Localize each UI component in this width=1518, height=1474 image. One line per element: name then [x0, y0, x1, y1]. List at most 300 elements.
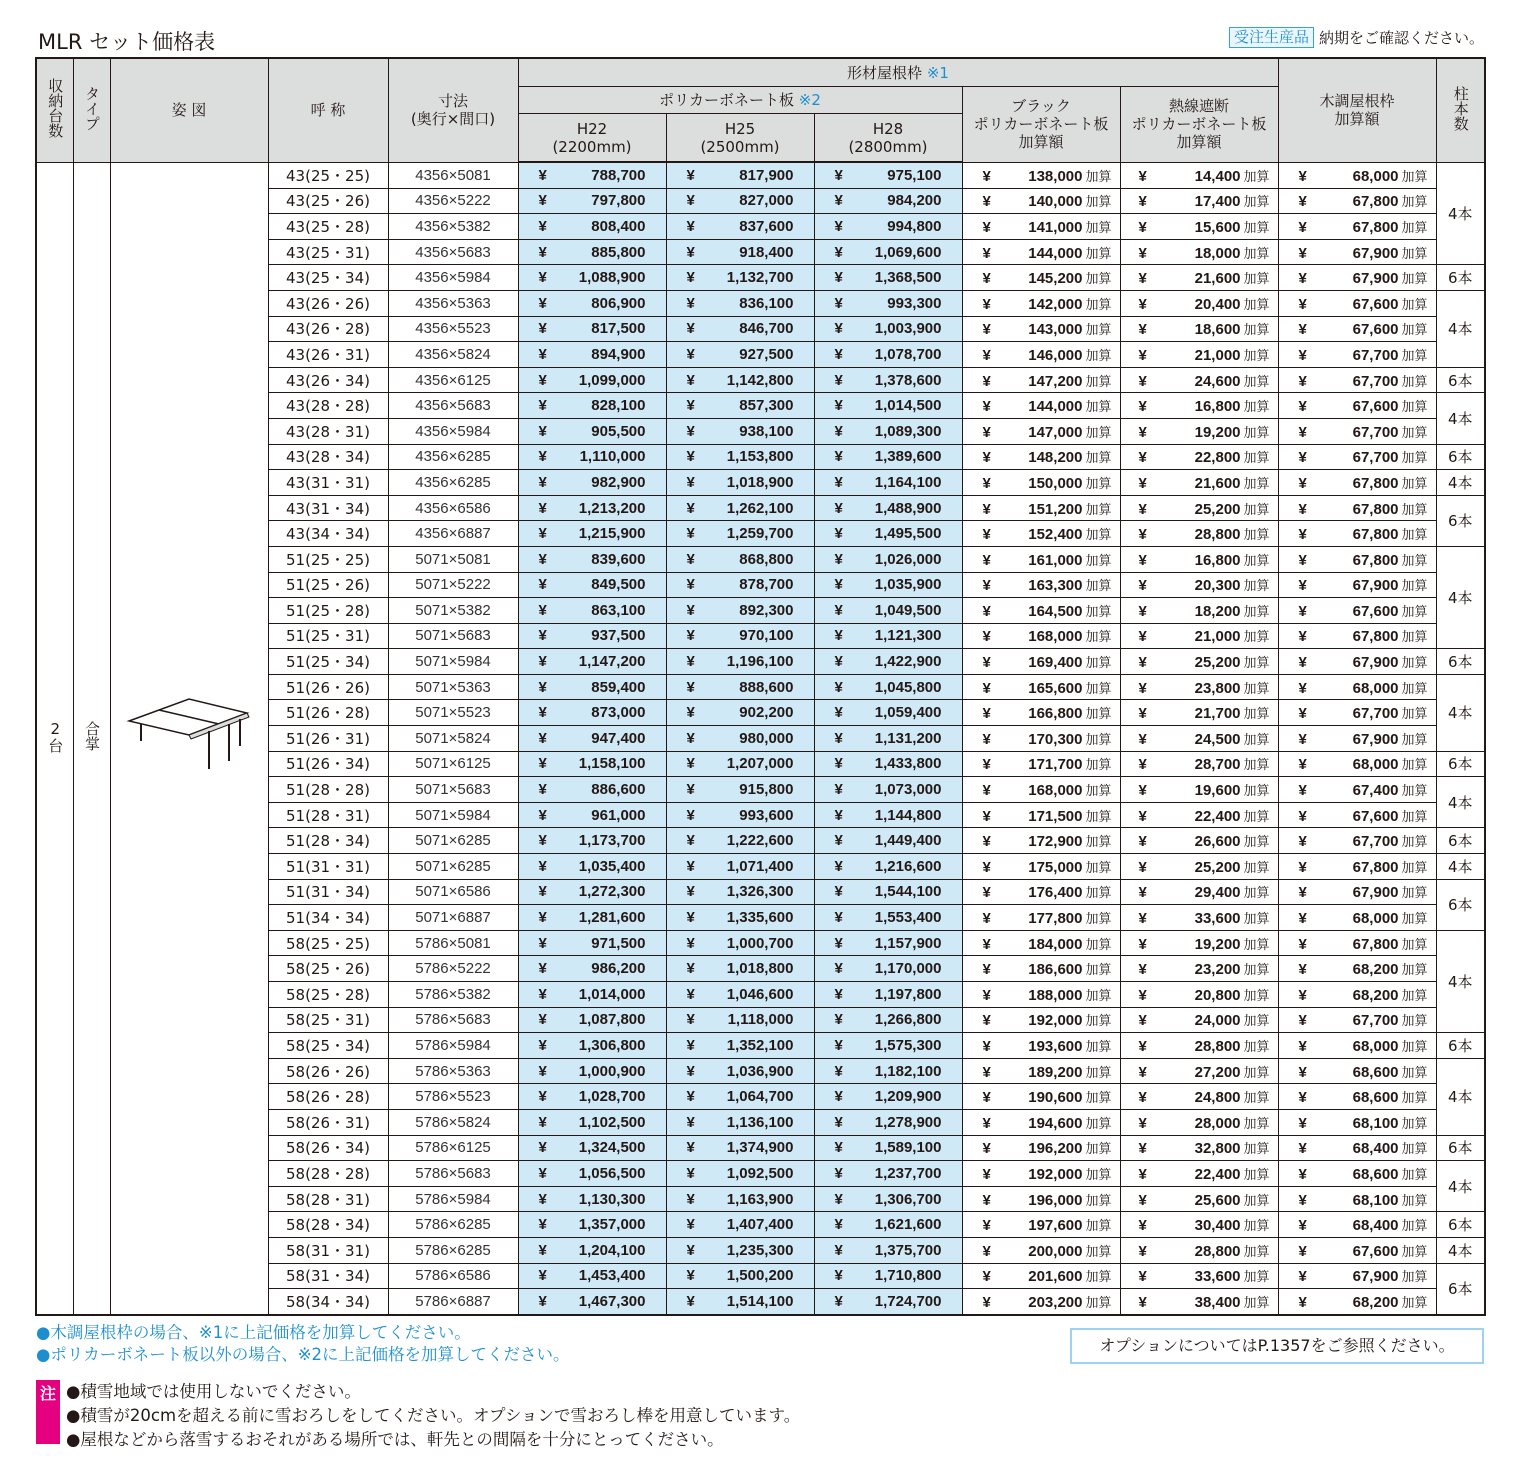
call-name-cell: 43(25・34): [268, 265, 388, 291]
price-value: 878,700: [739, 576, 794, 594]
price-value: 808,400: [591, 217, 646, 235]
yen-sign: ¥: [538, 371, 547, 389]
price-h25-cell: [666, 239, 814, 265]
yen-sign: ¥: [982, 244, 991, 262]
size-cell: 4356×6285: [388, 444, 518, 470]
addon-wood-cell: [1278, 188, 1436, 214]
price-value: 986,200: [591, 960, 646, 978]
addon-wood-cell: [1278, 879, 1436, 905]
size-cell: 5071×5824: [388, 726, 518, 752]
addon-value: 203,200: [1028, 1293, 1083, 1311]
price-h28-cell: [814, 1135, 962, 1161]
addon-heat-cell: [1120, 956, 1278, 982]
addon-wood-cell: [1278, 470, 1436, 496]
addon-value: 28,800: [1194, 1242, 1241, 1260]
size-cell: 5071×5984: [388, 802, 518, 828]
addon-suffix: 加算: [1243, 424, 1270, 440]
addon-suffix: 加算: [1085, 1038, 1112, 1054]
header-figure: 姿 図: [110, 58, 268, 162]
price-h28-cell: [814, 674, 962, 700]
addon-value: 68,200: [1352, 1293, 1399, 1311]
addon-heat-cell: [1120, 1237, 1278, 1263]
addon-suffix: 加算: [1085, 987, 1112, 1003]
yen-sign: ¥: [538, 1267, 547, 1285]
price-value: 863,100: [591, 601, 646, 619]
call-name-cell: 58(25・26): [268, 956, 388, 982]
footnote-1: ●木調屋根枠の場合、※1に上記価格を加算してください。: [36, 1323, 471, 1342]
yen-sign: ¥: [982, 1217, 991, 1235]
yen-sign: ¥: [982, 1293, 991, 1311]
addon-suffix: 加算: [1085, 296, 1112, 312]
yen-sign: ¥: [834, 1139, 843, 1157]
yen-sign: ¥: [686, 1241, 695, 1259]
yen-sign: ¥: [538, 166, 547, 184]
addon-suffix: 加算: [1085, 655, 1112, 671]
price-value: 937,500: [591, 627, 646, 645]
price-value: 1,724,700: [874, 1292, 942, 1310]
price-value: 1,272,300: [578, 883, 646, 901]
price-h28-cell: [814, 290, 962, 316]
price-value: 1,216,600: [874, 857, 942, 875]
addon-heat-cell: [1120, 1161, 1278, 1187]
yen-sign: ¥: [1138, 1293, 1147, 1311]
addon-suffix: 加算: [1401, 1013, 1428, 1029]
price-value: 1,131,200: [874, 729, 942, 747]
price-h22-cell: [518, 598, 666, 624]
price-value: 1,374,900: [726, 1139, 794, 1157]
yen-sign: ¥: [982, 910, 991, 928]
addon-heat-cell: [1120, 674, 1278, 700]
price-value: 859,400: [591, 678, 646, 696]
call-name-cell: 43(28・34): [268, 444, 388, 470]
size-cell: 5071×5523: [388, 700, 518, 726]
addon-wood-cell: [1278, 930, 1436, 956]
addon-suffix: 加算: [1243, 578, 1270, 594]
price-value: 1,073,000: [874, 781, 942, 799]
price-h22-cell: [518, 367, 666, 393]
addon-wood-cell: [1278, 393, 1436, 419]
size-cell: 4356×5984: [388, 265, 518, 291]
addon-suffix: 加算: [1401, 501, 1428, 517]
yen-sign: ¥: [1138, 321, 1147, 339]
price-value: 1,118,000: [727, 1011, 794, 1029]
addon-suffix: 加算: [1085, 1115, 1112, 1131]
post-count-cell: 6本: [1436, 649, 1485, 675]
post-count-cell: 4本: [1436, 290, 1485, 367]
addon-heat-cell: [1120, 418, 1278, 444]
yen-sign: ¥: [1298, 193, 1307, 211]
yen-sign: ¥: [1138, 602, 1147, 620]
addon-suffix: 加算: [1401, 834, 1428, 850]
addon-suffix: 加算: [1243, 680, 1270, 696]
post-count-cell: 4本: [1436, 546, 1485, 648]
yen-sign: ¥: [1298, 986, 1307, 1004]
price-h28-cell: [814, 879, 962, 905]
addon-suffix: 加算: [1401, 1141, 1428, 1157]
addon-value: 186,600: [1028, 961, 1083, 979]
yen-sign: ¥: [1138, 244, 1147, 262]
price-h25-cell: [666, 393, 814, 419]
price-value: 1,433,800: [874, 755, 942, 773]
size-cell: 5071×6125: [388, 751, 518, 777]
yen-sign: ¥: [686, 294, 695, 312]
yen-sign: ¥: [982, 1037, 991, 1055]
price-h22-cell: [518, 1058, 666, 1084]
addon-value: 19,200: [1194, 423, 1241, 441]
yen-sign: ¥: [1298, 833, 1307, 851]
addon-heat-cell: [1120, 879, 1278, 905]
price-value: 938,100: [739, 422, 794, 440]
addon-suffix: 加算: [1085, 859, 1112, 875]
yen-sign: ¥: [982, 321, 991, 339]
addon-value: 68,400: [1352, 1217, 1399, 1235]
addon-value: 67,900: [1352, 270, 1399, 288]
addon-value: 196,200: [1028, 1140, 1083, 1158]
addon-suffix: 加算: [1401, 783, 1428, 799]
addon-suffix: 加算: [1085, 603, 1112, 619]
price-h22-cell: [518, 1186, 666, 1212]
yen-sign: ¥: [982, 654, 991, 672]
size-cell: 5071×6887: [388, 905, 518, 931]
price-h25-cell: [666, 316, 814, 342]
price-h28-cell: [814, 982, 962, 1008]
yen-sign: ¥: [686, 499, 695, 517]
yen-sign: ¥: [686, 1292, 695, 1310]
post-count-cell: 6本: [1436, 1212, 1485, 1238]
size-cell: 4356×5081: [388, 162, 518, 188]
addon-value: 22,800: [1194, 449, 1241, 467]
price-value: 1,326,300: [726, 883, 794, 901]
price-h22-cell: [518, 1109, 666, 1135]
price-value: 1,324,500: [578, 1139, 646, 1157]
addon-heat-cell: [1120, 598, 1278, 624]
yen-sign: ¥: [982, 167, 991, 185]
addon-heat-cell: [1120, 444, 1278, 470]
addon-value: 196,000: [1028, 1191, 1083, 1209]
price-h28-cell: [814, 649, 962, 675]
yen-sign: ¥: [1138, 474, 1147, 492]
size-cell: 5071×5081: [388, 546, 518, 572]
addon-suffix: 加算: [1085, 475, 1112, 491]
addon-suffix: 加算: [1085, 322, 1112, 338]
addon-black-cell: [962, 674, 1120, 700]
yen-sign: ¥: [538, 1292, 547, 1310]
price-value: 1,142,800: [726, 371, 794, 389]
yen-sign: ¥: [1298, 167, 1307, 185]
addon-value: 20,800: [1194, 986, 1241, 1004]
addon-value: 19,600: [1194, 782, 1241, 800]
price-h28-cell: [814, 367, 962, 393]
yen-sign: ¥: [538, 960, 547, 978]
post-count-cell: 4本: [1436, 162, 1485, 265]
yen-sign: ¥: [1298, 474, 1307, 492]
price-h28-cell: [814, 802, 962, 828]
yen-sign: ¥: [1298, 602, 1307, 620]
addon-value: 26,600: [1194, 833, 1241, 851]
yen-sign: ¥: [538, 576, 547, 594]
price-h28-cell: [814, 342, 962, 368]
addon-heat-cell: [1120, 777, 1278, 803]
addon-suffix: 加算: [1401, 1115, 1428, 1131]
price-value: 806,900: [591, 294, 646, 312]
post-count-cell: 4本: [1436, 854, 1485, 880]
size-cell: 5071×6586: [388, 879, 518, 905]
yen-sign: ¥: [982, 526, 991, 544]
yen-sign: ¥: [1138, 628, 1147, 646]
price-h22-cell: [518, 854, 666, 880]
addon-wood-cell: [1278, 802, 1436, 828]
yen-sign: ¥: [834, 678, 843, 696]
price-h28-cell: [814, 828, 962, 854]
price-value: 1,000,700: [726, 934, 794, 952]
call-name-cell: 58(28・28): [268, 1161, 388, 1187]
price-h25-cell: [666, 1007, 814, 1033]
yen-sign: ¥: [834, 627, 843, 645]
yen-sign: ¥: [1138, 270, 1147, 288]
size-cell: 4356×5222: [388, 188, 518, 214]
yen-sign: ¥: [982, 577, 991, 595]
yen-sign: ¥: [1298, 398, 1307, 416]
price-value: 886,600: [591, 781, 646, 799]
yen-sign: ¥: [538, 1241, 547, 1259]
addon-heat-cell: [1120, 572, 1278, 598]
addon-value: 24,800: [1194, 1089, 1241, 1107]
addon-black-cell: [962, 316, 1120, 342]
yen-sign: ¥: [834, 1216, 843, 1234]
price-value: 947,400: [591, 729, 646, 747]
addon-wood-cell: [1278, 598, 1436, 624]
call-name-cell: 43(31・31): [268, 470, 388, 496]
price-h22-cell: [518, 495, 666, 521]
yen-sign: ¥: [982, 756, 991, 774]
addon-value: 67,900: [1352, 730, 1399, 748]
price-h22-cell: [518, 1135, 666, 1161]
yen-sign: ¥: [538, 525, 547, 543]
post-count-cell: 4本: [1436, 1237, 1485, 1263]
yen-sign: ¥: [538, 217, 547, 235]
addon-value: 24,500: [1194, 730, 1241, 748]
addon-suffix: 加算: [1243, 527, 1270, 543]
addon-value: 171,700: [1028, 756, 1083, 774]
yen-sign: ¥: [1138, 449, 1147, 467]
price-value: 1,000,900: [578, 1062, 646, 1080]
post-count-cell: 4本: [1436, 1058, 1485, 1135]
addon-heat-cell: [1120, 1135, 1278, 1161]
addon-value: 21,600: [1194, 474, 1241, 492]
price-value: 975,100: [887, 166, 942, 184]
yen-sign: ¥: [538, 755, 547, 773]
price-h28-cell: [814, 777, 962, 803]
yen-sign: ¥: [982, 1012, 991, 1030]
addon-suffix: 加算: [1085, 1218, 1112, 1234]
price-h25-cell: [666, 956, 814, 982]
price-value: 1,259,700: [726, 525, 794, 543]
addon-suffix: 加算: [1243, 834, 1270, 850]
yen-sign: ¥: [538, 448, 547, 466]
price-value: 1,207,000: [726, 755, 794, 773]
yen-sign: ¥: [1138, 577, 1147, 595]
addon-suffix: 加算: [1243, 603, 1270, 619]
addon-heat-cell: [1120, 1289, 1278, 1315]
yen-sign: ¥: [686, 806, 695, 824]
price-value: 1,209,900: [874, 1088, 942, 1106]
addon-value: 188,000: [1028, 986, 1083, 1004]
addon-black-cell: [962, 188, 1120, 214]
addon-value: 17,400: [1194, 193, 1241, 211]
addon-suffix: 加算: [1243, 731, 1270, 747]
price-value: 1,449,400: [874, 832, 942, 850]
yen-sign: ¥: [834, 909, 843, 927]
price-value: 1,018,900: [726, 473, 794, 491]
size-cell: 5786×5824: [388, 1109, 518, 1135]
addon-value: 33,600: [1194, 1268, 1241, 1286]
yen-sign: ¥: [538, 397, 547, 415]
addon-black-cell: [962, 1289, 1120, 1315]
yen-sign: ¥: [1298, 270, 1307, 288]
addon-suffix: 加算: [1085, 936, 1112, 952]
addon-value: 67,600: [1352, 321, 1399, 339]
price-h25-cell: [666, 854, 814, 880]
yen-sign: ¥: [834, 857, 843, 875]
addon-suffix: 加算: [1085, 1294, 1112, 1310]
yen-sign: ¥: [1298, 910, 1307, 928]
price-h22-cell: [518, 418, 666, 444]
yen-sign: ¥: [686, 1036, 695, 1054]
call-name-cell: 58(25・25): [268, 930, 388, 956]
yen-sign: ¥: [1298, 1089, 1307, 1107]
price-value: 915,800: [739, 781, 794, 799]
yen-sign: ¥: [1138, 1089, 1147, 1107]
post-count-cell: 4本: [1436, 674, 1485, 751]
price-value: 1,306,700: [874, 1190, 942, 1208]
price-h22-cell: [518, 572, 666, 598]
yen-sign: ¥: [834, 653, 843, 671]
addon-wood-cell: [1278, 1084, 1436, 1110]
addon-wood-cell: [1278, 418, 1436, 444]
addon-suffix: 加算: [1085, 450, 1112, 466]
addon-wood-cell: [1278, 367, 1436, 393]
yen-sign: ¥: [982, 1242, 991, 1260]
addon-value: 28,700: [1194, 756, 1241, 774]
price-h28-cell: [814, 1007, 962, 1033]
price-value: 1,378,600: [874, 371, 942, 389]
price-h22-cell: [518, 982, 666, 1008]
price-h22-cell: [518, 879, 666, 905]
call-name-cell: 58(26・31): [268, 1109, 388, 1135]
yen-sign: ¥: [686, 601, 695, 619]
addon-suffix: 加算: [1401, 219, 1428, 235]
price-h25-cell: [666, 418, 814, 444]
yen-sign: ¥: [982, 986, 991, 1004]
price-value: 1,467,300: [578, 1292, 646, 1310]
price-value: 828,100: [591, 397, 646, 415]
addon-black-cell: [962, 470, 1120, 496]
yen-sign: ¥: [538, 1113, 547, 1131]
price-value: 1,099,000: [578, 371, 646, 389]
addon-value: 68,200: [1352, 986, 1399, 1004]
yen-sign: ¥: [1298, 884, 1307, 902]
addon-suffix: 加算: [1401, 1218, 1428, 1234]
yen-sign: ¥: [686, 1062, 695, 1080]
yen-sign: ¥: [1138, 526, 1147, 544]
addon-suffix: 加算: [1401, 1166, 1428, 1182]
price-h25-cell: [666, 879, 814, 905]
size-cell: 5071×5222: [388, 572, 518, 598]
addon-heat-cell: [1120, 367, 1278, 393]
addon-value: 192,000: [1028, 1012, 1083, 1030]
price-h25-cell: [666, 521, 814, 547]
made-to-order-badge: 受注生産品: [1229, 27, 1314, 48]
addon-black-cell: [962, 521, 1120, 547]
addon-suffix: 加算: [1243, 859, 1270, 875]
addon-black-cell: [962, 1007, 1120, 1033]
call-name-cell: 51(31・31): [268, 854, 388, 880]
yen-sign: ¥: [834, 1088, 843, 1106]
size-cell: 5071×5683: [388, 777, 518, 803]
yen-sign: ¥: [538, 1062, 547, 1080]
addon-wood-cell: [1278, 623, 1436, 649]
addon-heat-cell: [1120, 316, 1278, 342]
addon-wood-cell: [1278, 726, 1436, 752]
addon-wood-cell: [1278, 1186, 1436, 1212]
yen-sign: ¥: [1138, 858, 1147, 876]
yen-sign: ¥: [1298, 500, 1307, 518]
addon-value: 19,200: [1194, 935, 1241, 953]
addon-suffix: 加算: [1243, 1090, 1270, 1106]
addon-heat-cell: [1120, 905, 1278, 931]
price-value: 1,036,900: [726, 1062, 794, 1080]
addon-suffix: 加算: [1243, 1269, 1270, 1285]
yen-sign: ¥: [538, 243, 547, 261]
addon-suffix: 加算: [1401, 987, 1428, 1003]
price-h28-cell: [814, 1212, 962, 1238]
yen-sign: ¥: [538, 550, 547, 568]
price-value: 1,136,100: [726, 1113, 794, 1131]
addon-wood-cell: [1278, 956, 1436, 982]
addon-value: 68,100: [1352, 1191, 1399, 1209]
yen-sign: ¥: [538, 678, 547, 696]
addon-value: 170,300: [1028, 730, 1083, 748]
addon-black-cell: [962, 162, 1120, 188]
addon-value: 165,600: [1028, 679, 1083, 697]
addon-value: 68,200: [1352, 961, 1399, 979]
addon-black-cell: [962, 930, 1120, 956]
addon-suffix: 加算: [1401, 603, 1428, 619]
addon-black-cell: [962, 393, 1120, 419]
price-h28-cell: [814, 854, 962, 880]
price-h25-cell: [666, 265, 814, 291]
addon-suffix: 加算: [1243, 450, 1270, 466]
price-value: 846,700: [739, 320, 794, 338]
yen-sign: ¥: [538, 1164, 547, 1182]
post-count-cell: 4本: [1436, 777, 1485, 828]
addon-suffix: 加算: [1401, 399, 1428, 415]
size-cell: 5786×5683: [388, 1161, 518, 1187]
price-value: 1,078,700: [874, 345, 942, 363]
yen-sign: ¥: [1138, 1217, 1147, 1235]
size-cell: 4356×5683: [388, 239, 518, 265]
price-h25-cell: [666, 905, 814, 931]
addon-suffix: 加算: [1401, 168, 1428, 184]
yen-sign: ¥: [1298, 679, 1307, 697]
addon-suffix: 加算: [1243, 1294, 1270, 1310]
addon-value: 67,900: [1352, 884, 1399, 902]
price-h25-cell: [666, 1263, 814, 1289]
yen-sign: ¥: [538, 1011, 547, 1029]
addon-suffix: 加算: [1401, 424, 1428, 440]
yen-sign: ¥: [1298, 705, 1307, 723]
price-h22-cell: [518, 342, 666, 368]
